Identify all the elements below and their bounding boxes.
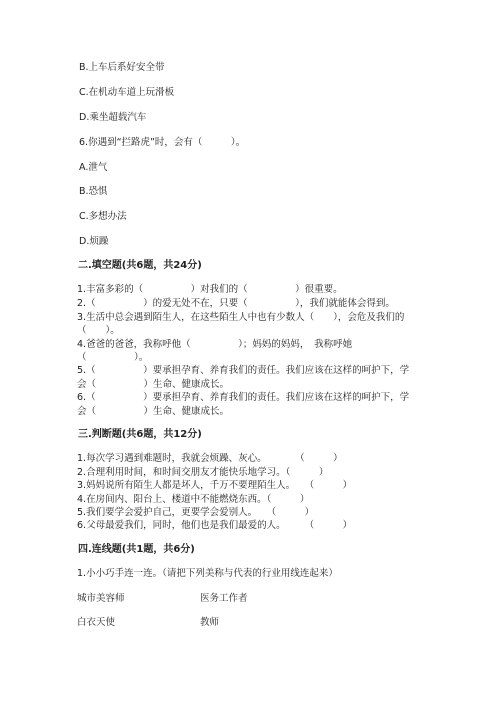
- q6-option-b: B.恐惧: [79, 186, 108, 197]
- fill-in-line: 4.爸爸的爸爸，我称呼他（ ）；妈妈的妈妈， 我称呼她: [77, 339, 353, 350]
- fill-in-line: 1.丰富多彩的（ ）对我们的（ ）很重要。: [77, 284, 343, 295]
- matching-question: 1.小小巧手连一连。（请把下列美称与代表的行业用线连起来）: [77, 568, 338, 579]
- matching-left-item: 城市美容师: [77, 593, 125, 604]
- true-false-line: 2.合理利用时间，和时间交朋友才能快乐地学习。（ ）: [77, 467, 329, 478]
- fill-in-line: （ ）。: [77, 325, 120, 336]
- true-false-line: 6.父母最爱我们，同时，他们也是我们最爱的人。 （ ）: [77, 520, 353, 531]
- q6-option-c: C.多想办法: [79, 211, 127, 222]
- matching-right-item: 医务工作者: [200, 593, 248, 604]
- matching-right-item: 教师: [200, 617, 220, 628]
- section-heading-fill-in: 二.填空题(共6题，共24分): [78, 260, 202, 271]
- q6-option-d: D.烦躁: [79, 236, 109, 247]
- true-false-line: 1.每次学习遇到难题时，我就会烦躁、灰心。 （ ）: [77, 453, 343, 464]
- matching-left-item: 白衣天使: [77, 617, 116, 628]
- q6-option-a: A.泄气: [79, 162, 108, 173]
- true-false-line: 3.妈妈说所有陌生人都是坏人，千万不要理陌生人。 （ ）: [77, 480, 353, 491]
- fill-in-line: 3.生活中总会遇到陌生人，在这些陌生人中也有少数人（ ），会危及我们的: [77, 312, 405, 323]
- q5-option-c: C.在机动车道上玩滑板: [79, 87, 175, 98]
- q6-stem: 6.你遇到“拦路虎”时，会有（ ）。: [79, 137, 246, 148]
- section-heading-matching: 四.连线题(共1题，共6分): [78, 544, 195, 555]
- true-false-line: 4.在房间内、阳台上、楼道中不能燃烧东西。（ ）: [77, 494, 310, 505]
- fill-in-line: （ ）。: [77, 352, 149, 363]
- q5-option-d: D.乘坐超载汽车: [79, 112, 147, 123]
- fill-in-line: 会（ ）生命、健康成长。: [77, 406, 230, 417]
- fill-in-line: 6.（ ）要承担孕育、养育我们的责任。我们应该在这样的呵护下，学: [77, 392, 410, 403]
- q5-option-b: B.上车后系好安全带: [79, 62, 165, 73]
- true-false-line: 5.我们要学会爱护自己，更要学会爱别人。 （ ）: [77, 507, 315, 518]
- fill-in-line: 会（ ）生命、健康成长。: [77, 379, 230, 390]
- section-heading-true-false: 三.判断题(共6题，共12分): [78, 429, 202, 440]
- fill-in-line: 2.（ ）的爱无处不在，只要（ ），我们就能体会得到。: [77, 298, 395, 309]
- fill-in-line: 5.（ ）要承担孕育、养育我们的责任。我们应该在这样的呵护下，学: [77, 365, 410, 376]
